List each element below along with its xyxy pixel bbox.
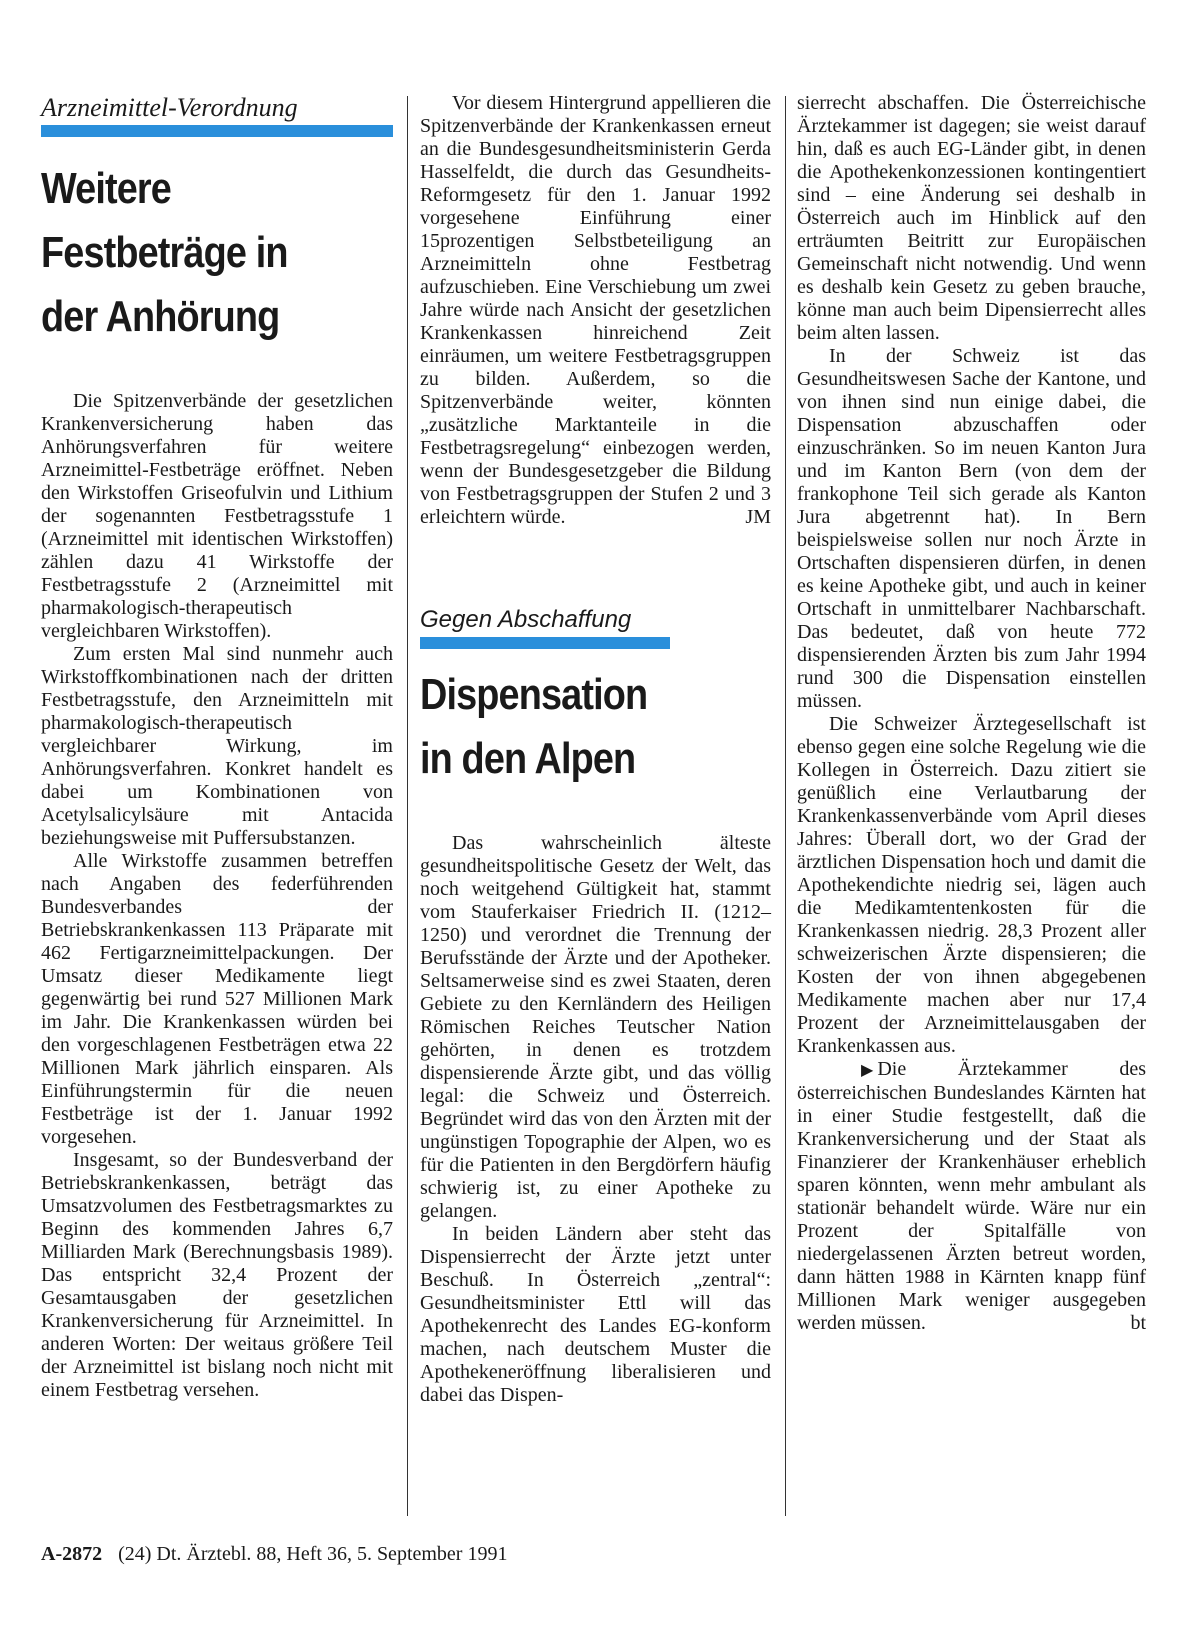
headline-line: Festbeträge in xyxy=(41,228,288,277)
article2-header xyxy=(420,604,771,791)
article2-continuation xyxy=(797,92,1146,1335)
column-3 xyxy=(797,92,1146,1335)
paragraph-text: Die Ärztekammer des österreichischen Bundeslandes Kärnten hat in einer Studie festgestellt, daß die Krankenversicherung und der Staat als Finanzierer der Krankenhäuser erheblich sparen könnten, wenn mehr ambulant als stationär behandelt würde. Wäre nur ein Prozent der Spitalfälle von niedergelassenen Ärzten betreut worden, dann hätten 1988 in Kärnten knapp fünf Millionen Mark weniger ausgegeben werden müssen. xyxy=(797,1058,1146,1334)
article2-body xyxy=(420,832,771,1407)
kicker-bar xyxy=(420,637,670,649)
paragraph: Alle Wirkstoffe zusammen betreffen nach Angaben des federführenden Bundesverbandes der Betriebskrankenkassen 113 Präparate mit 462 Fertigarzneimittelpackungen. Der Umsatz dieser Medikamente liegt gegenwärtig bei rund 527 Millionen Mark im Jahr. Die Krankenkassen würden bei den vorgeschlagenen Festbeträgen etwa 22 Millionen Mark jährlich einsparen. Als Einführungstermin für die neuen Festbeträge ist der 1. Januar 1992 vorgesehen. xyxy=(41,850,393,1148)
paragraph: Vor diesem Hintergrund appellieren die Spitzenverbände der Krankenkassen erneut an die Bundesgesundheitsministerin Gerda Hasselfeldt, die durch das Gesundheits-Reformgesetz für den 1. Januar 1992 vorgesehene Einführung einer 15prozentigen Selbstbeteiligung an Arzneimitteln ohne Festbetrag aufzuschieben. Eine Verschiebung um zwei Jahre würde nach Ansicht der gesetzlichen Krankenkassen hinreichend Zeit einräumen, um weitere Festbetragsgruppen zu bilden. Außerdem, so die Spitzenverbände weiter, könnten „zusätzliche Marktanteile in die Festbetragsregelung“ einbezogen werden, wenn der Bundesgesetzgeber die Bildung von Festbetragsgruppen der Stufen 2 und 3 erleichtern würde. xyxy=(420,92,771,528)
headline-line: Dispensation xyxy=(420,670,648,719)
paragraph: In der Schweiz ist das Gesundheitswesen Sache der Kantone, und von ihnen sind nun einige dabei, die Dispensation abzuschaffen oder einzuschränken. So im neuen Kanton Jura und im Kanton Bern (von dem der frankophone Teil sich gerade als Kanton Jura abgetrennt hat). In Bern beispielsweise sollen nur noch Ärzte in Ortschaften dispensieren dürfen, in denen es keine Apotheke gibt, und auch in keiner Ortschaft in unmittelbarer Nachbarschaft. Das bedeutet, daß von heute 772 dispensierenden Ärzten bis zum Jahr 1994 rund 300 die Dispensation einstellen müssen. xyxy=(797,345,1146,712)
article1-headline xyxy=(41,157,393,357)
article1-body xyxy=(41,390,393,1402)
paragraph: Das wahrscheinlich älteste gesundheitspolitische Gesetz der Welt, das noch weitgehend Gültigkeit hat, stammt vom Stauferkaiser Friedrich II. (1212–1250) und verordnet die Trennung der Berufsstände der Ärzte und der Apotheker. Seltsamerweise sind es zwei Staaten, deren Gebiete zu den Kernländern des Heiligen Römischen Reiches Teutscher Nation gehörten, in denen es trotzdem dispensierende Ärzte gibt, und das völlig legal: die Schweiz und Österreich. Begründet wird das von den Ärzten mit der ungünstigen Topographie der Alpen, wo es für die Patienten in den Bergdörfern häufig schwierig ist, zu einer Apotheke zu gelangen. xyxy=(420,832,771,1222)
column-2 xyxy=(420,92,771,1406)
paragraph: Die Schweizer Ärztegesellschaft ist ebenso gegen eine solche Regelung wie die Kollegen in Österreich. Dazu zitiert sie genüßlich eine Verlautbarung der Krankenkassenverbände vom April dieses Jahres: Überall dort, wo der Grad der ärztlichen Dispensation hoch und damit die Apothekendichte niedrig sei, lägen auch die Medikamtentenkosten für die Krankenkassen niedrig. 28,3 Prozent aller schweizerischen Ärzte dispensieren; die Kosten der von ihnen abgegebenen Medikamente machen aber nur 17,4 Prozent der Arzneimittelausgaben der Krankenkassen aus. xyxy=(797,713,1146,1057)
paragraph: In beiden Ländern aber steht das Dispensierrecht der Ärzte jetzt unter Beschuß. In Österreich „zentral“: Gesundheitsminister Ettl will das Apothekenrecht des Landes EG-konform machen, nach deutschem Muster die Apothekeneröffnung liberalisieren und dabei das Dispen- xyxy=(420,1223,771,1406)
article1-kicker: Arzneimittel-Verordnung xyxy=(41,93,298,122)
headline-line: der Anhörung xyxy=(41,292,280,341)
kicker-bar xyxy=(41,125,393,137)
article2-headline xyxy=(420,663,771,791)
headline-line: Weitere xyxy=(41,164,171,213)
article2-signature: bt xyxy=(1130,1312,1146,1334)
article1-continuation xyxy=(420,92,771,529)
page-footer xyxy=(41,1543,507,1566)
column-divider xyxy=(785,96,786,1516)
article2-kicker: Gegen Abschaffung xyxy=(420,606,632,633)
citation: (24) Dt. Ärztebl. 88, Heft 36, 5. September 1991 xyxy=(118,1543,508,1565)
triangle-icon: ▶ xyxy=(861,1062,874,1079)
paragraph: Die Spitzenverbände der gesetzlichen Krankenversicherung haben das Anhörungsverfahren für weitere Arzneimittel-Festbeträge eröffnet. Neben den Wirkstoffen Griseofulvin und Lithium der sogenannten Festbetragsstufe 1 (Arzneimittel mit identischen Wirkstoffen) zählen dazu 41 Wirkstoffe der Festbetragsstufe 2 (Arzneimittel mit pharmakologisch-therapeutisch vergleichbaren Wirkstoffen). xyxy=(41,390,393,642)
paragraph: Insgesamt, so der Bundesverband der Betriebskrankenkassen, beträgt das Umsatzvolumen des Festbetragsmarktes zu Beginn des kommenden Jahres 6,7 Milliarden Mark (Berechnungsbasis 1989). Das entspricht 32,4 Prozent der Gesamtausgaben der gesetzlichen Krankenversicherung für Arzneimittel. In anderen Worten: Der weitaus größere Teil der Arzneimittel ist bislang noch nicht mit einem Festbetrag versehen. xyxy=(41,1149,393,1401)
paragraph xyxy=(797,1058,1146,1335)
page-code: A-2872 xyxy=(41,1543,103,1565)
column-1 xyxy=(41,92,393,1402)
headline-line: in den Alpen xyxy=(420,734,636,783)
paragraph: Zum ersten Mal sind nunmehr auch Wirkstoffkombinationen nach der dritten Festbetragsstufe, den Arzneimitteln mit pharmakologisch-therapeutisch vergleichbarer Wirkung, im Anhörungsverfahren. Konkret handelt es dabei um Kombinationen von Acetylsalicylsäure mit Antacida beziehungsweise mit Puffersubstanzen. xyxy=(41,643,393,849)
paragraph: sierrecht abschaffen. Die Österreichische Ärztekammer ist dagegen; sie weist darauf hin, daß es auch EG-Länder gibt, in denen die Apothekenkonzessionen kontingentiert sind – eine Änderung sei deshalb in Österreich auch im Hinblick auf den erträumten Beitritt zur Europäischen Gemeinschaft nicht notwendig. Und wenn es deshalb kein Gesetz zu geben brauche, könne man auch beim Dipensierrecht alles beim alten lassen. xyxy=(797,92,1146,344)
article1-signature: JM xyxy=(745,506,771,528)
column-divider xyxy=(407,96,408,1516)
